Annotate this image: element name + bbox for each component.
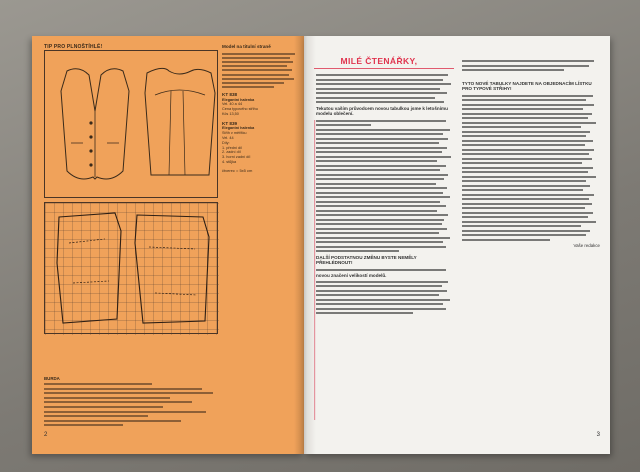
col1-bold-intro: Tekutou vaším průvodcem novou tabulkou jsme k letošnímu modelu oblečení.: [316, 105, 448, 117]
page-number-left: 2: [44, 432, 48, 438]
tip-label: TIP PRO PLNOŠTÍHLÉ!: [44, 44, 103, 50]
vest-sketch-illustration: [45, 51, 219, 199]
model-b-code: KT 839: [222, 120, 238, 126]
imprint-heading: BURDA: [44, 376, 60, 381]
model-a-size: Vel. 40 a 44: [222, 102, 243, 107]
button-2: [89, 135, 92, 138]
model-description-column: [222, 44, 296, 173]
model-b-part-1: 1. přední díl: [222, 145, 243, 150]
side-heading: Model na titulní straně: [222, 44, 271, 49]
button-4: [89, 163, 92, 166]
model-a-name: Elegantní halenka: [222, 97, 255, 102]
model-b-part-4: 4. stůjka: [222, 160, 237, 165]
model-a-price-value: Kčs 13,50: [222, 112, 239, 117]
signature: Vaše redakce: [573, 243, 600, 249]
article-column-2: [462, 60, 600, 248]
model-a-price-label: Cena typového střihu: [222, 107, 258, 112]
col1-section-heading: DALŠÍ PODSTATNOU ZMĚNU BYSTE NEMĚLY PŘEHLÉDNOUT!: [316, 254, 417, 266]
imprint-block: [44, 376, 224, 429]
page-number-right: 3: [596, 432, 600, 438]
model-b-part-3: 3. horní zadní díl: [222, 155, 251, 160]
right-page: [304, 36, 610, 454]
model-b-pattern: Střih v měřítku: [222, 131, 247, 136]
open-magazine: [32, 36, 610, 454]
col1-bold-phrase: novou značení velikostí modelů.: [316, 273, 387, 279]
model-b-size: Vel. 44: [222, 136, 234, 141]
title-rule: [314, 68, 454, 69]
model-b-name: Elegantní halenka: [222, 126, 255, 131]
button-3: [89, 149, 92, 152]
button-1: [89, 121, 92, 124]
pattern-grid-panel: [44, 202, 218, 334]
intro-text-lines: [222, 53, 296, 89]
left-page: [32, 36, 304, 454]
scale-note: čtverec = 5x5 cm: [222, 167, 253, 173]
model-b-parts-label: Díly:: [222, 140, 230, 145]
page-title: MILÉ ČTENÁŘKY,: [340, 56, 418, 66]
pattern-grid: [45, 203, 219, 335]
article-column-1: [316, 74, 454, 317]
col2-heading: TYTO NOVÉ TABULKY NAJDETE NA OBJEDNACÍM LÍSTKU PRO TYPOVÉ STŘIHY!: [462, 80, 592, 92]
model-b-part-2: 2. zadní díl: [222, 150, 241, 155]
back-vest-outline: [145, 68, 215, 175]
model-a-code: KT 838: [222, 92, 238, 98]
garment-sketch-panel: [44, 50, 218, 198]
